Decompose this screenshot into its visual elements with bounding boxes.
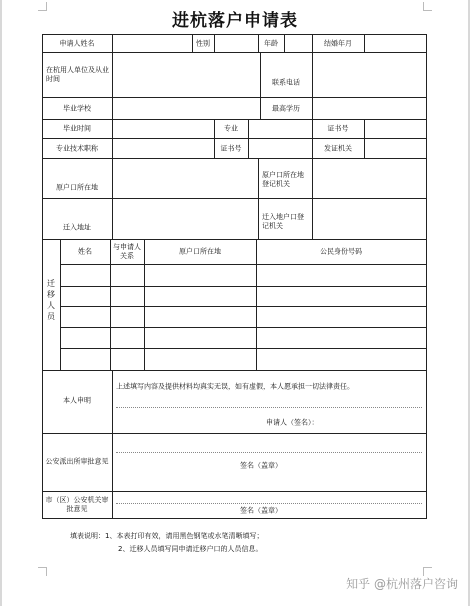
note-line-1: 填表说明：1、本表打印有效，请用黑色钢笔或水笔清晰填写； xyxy=(70,532,264,540)
bureau-dotted-line xyxy=(116,503,422,504)
police-sign-label: 签名（盖章） xyxy=(240,461,282,470)
statement-text: 上述填写内容及提供材料均真实无误，如有虚假，本人愿承担一切法律责任。 xyxy=(116,382,354,391)
note-line-2: 2、迁移人员填写同申请迁移户口的人员信息。 xyxy=(118,545,263,553)
label-move-office: 迁入地户口登记机关 xyxy=(262,213,304,230)
label-age: 年龄 xyxy=(264,39,278,48)
page-edge-left xyxy=(0,0,2,606)
police-dotted-line xyxy=(116,452,422,453)
label-issuer: 发证机关 xyxy=(324,144,352,153)
form-notes xyxy=(70,530,263,556)
label-education: 最高学历 xyxy=(272,104,300,113)
col-relation: 与申请人关系 xyxy=(113,243,141,260)
label-statement: 本人申明 xyxy=(63,396,91,405)
col-id-number: 公民身份号码 xyxy=(320,247,362,256)
statement-dotted-line xyxy=(116,407,422,408)
label-prof-title: 专业技术职称 xyxy=(56,144,98,153)
label-cert-no: 证书号 xyxy=(327,124,349,133)
label-marriage-date: 结婚年月 xyxy=(324,39,352,48)
label-move-address: 迁入地址 xyxy=(63,223,91,232)
label-school: 毕业学校 xyxy=(63,104,91,113)
margin-mark xyxy=(38,567,47,576)
label-hukou-location: 原户口所在地 xyxy=(56,183,98,192)
label-applicant-name: 申请人姓名 xyxy=(59,39,95,48)
form-title: 进杭落户申请表 xyxy=(172,11,298,31)
label-phone: 联系电话 xyxy=(272,78,300,87)
label-hukou-office: 原户口所在地登记机关 xyxy=(262,171,304,188)
label-employer-time: 在杭用人单位及从业时间 xyxy=(46,66,109,83)
zhihu-watermark: 知乎 @杭州落户咨询 xyxy=(346,577,458,591)
col-name: 姓名 xyxy=(78,247,92,256)
application-form-table xyxy=(42,34,427,519)
label-gender: 性别 xyxy=(196,39,210,48)
label-major: 专业 xyxy=(224,124,238,133)
label-migrants: 迁移人员 xyxy=(47,279,55,321)
label-grad-time: 毕业时间 xyxy=(63,124,91,133)
bureau-sign-label: 签名（盖章） xyxy=(240,506,282,515)
applicant-sign-label: 申请人（签名）： xyxy=(266,418,319,427)
label-bureau-opinion: 市（区）公安机关审批意见 xyxy=(45,496,109,513)
label-police-opinion: 公安派出所审批意见 xyxy=(45,457,109,466)
label-cert-no-2: 证书号 xyxy=(220,144,242,153)
col-hukou: 原户口所在地 xyxy=(179,247,221,256)
